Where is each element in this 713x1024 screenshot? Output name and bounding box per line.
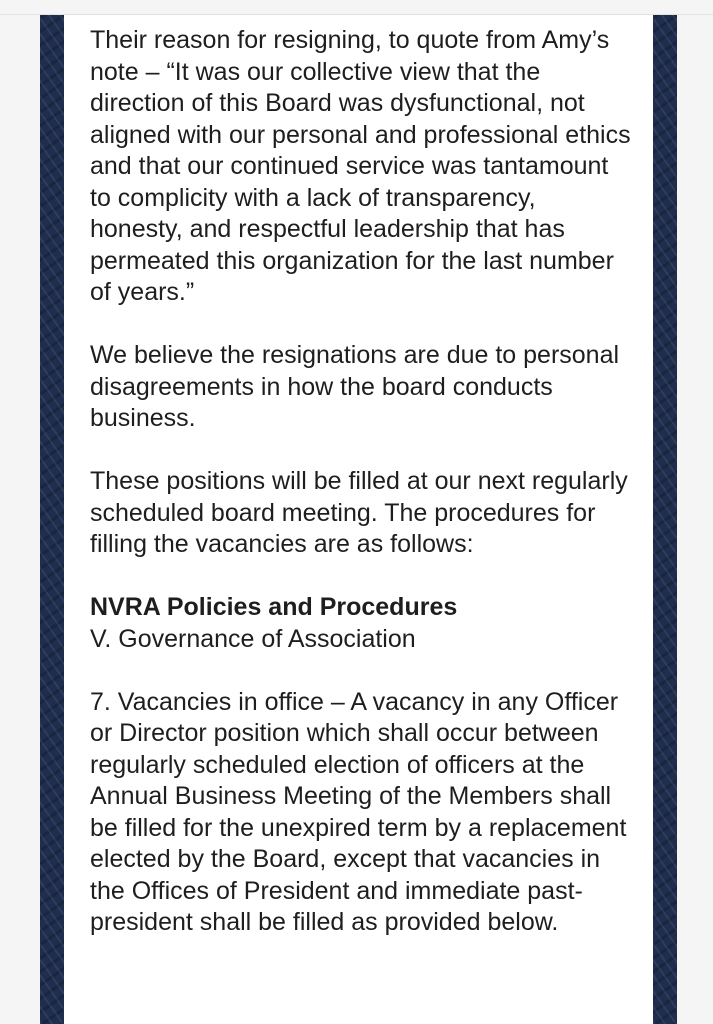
message-body xyxy=(64,15,653,1024)
policy-heading-block xyxy=(90,592,635,655)
policy-subheading: V. Governance of Association xyxy=(90,624,416,653)
message-text xyxy=(90,25,635,970)
resignation-quote-paragraph: Their reason for resigning, to quote from Amy’s note – “It was our collective view that the direction of this Board was dysfunctional, not aligned with our personal and professional ethics and that our continued service was tantamount to complicity with a lack of transparency, honesty, and respectful leadership that has permeated this organization for the last number of years.” xyxy=(90,26,631,306)
vacancies-policy-paragraph: 7. Vacancies in office – A vacancy in any Officer or Director position which shall occur between regularly scheduled election of officers at the Annual Business Meeting of the Members shall be filled for the unexpired term by a replacement elected by the Board, except that vacancies in the Offices of President and immediate past-president shall be filled as provided below. xyxy=(90,687,627,936)
vacancy-filling-paragraph: These positions will be filled at our next regularly scheduled board meeting. The procedures for filling the vacancies are as follows: xyxy=(90,467,628,558)
board-belief-paragraph: We believe the resignations are due to personal disagreements in how the board conducts business. xyxy=(90,341,620,432)
left-decorative-border xyxy=(40,15,64,1024)
right-decorative-border xyxy=(653,15,677,1024)
top-strip xyxy=(0,0,713,15)
policy-heading: NVRA Policies and Procedures xyxy=(90,593,458,621)
